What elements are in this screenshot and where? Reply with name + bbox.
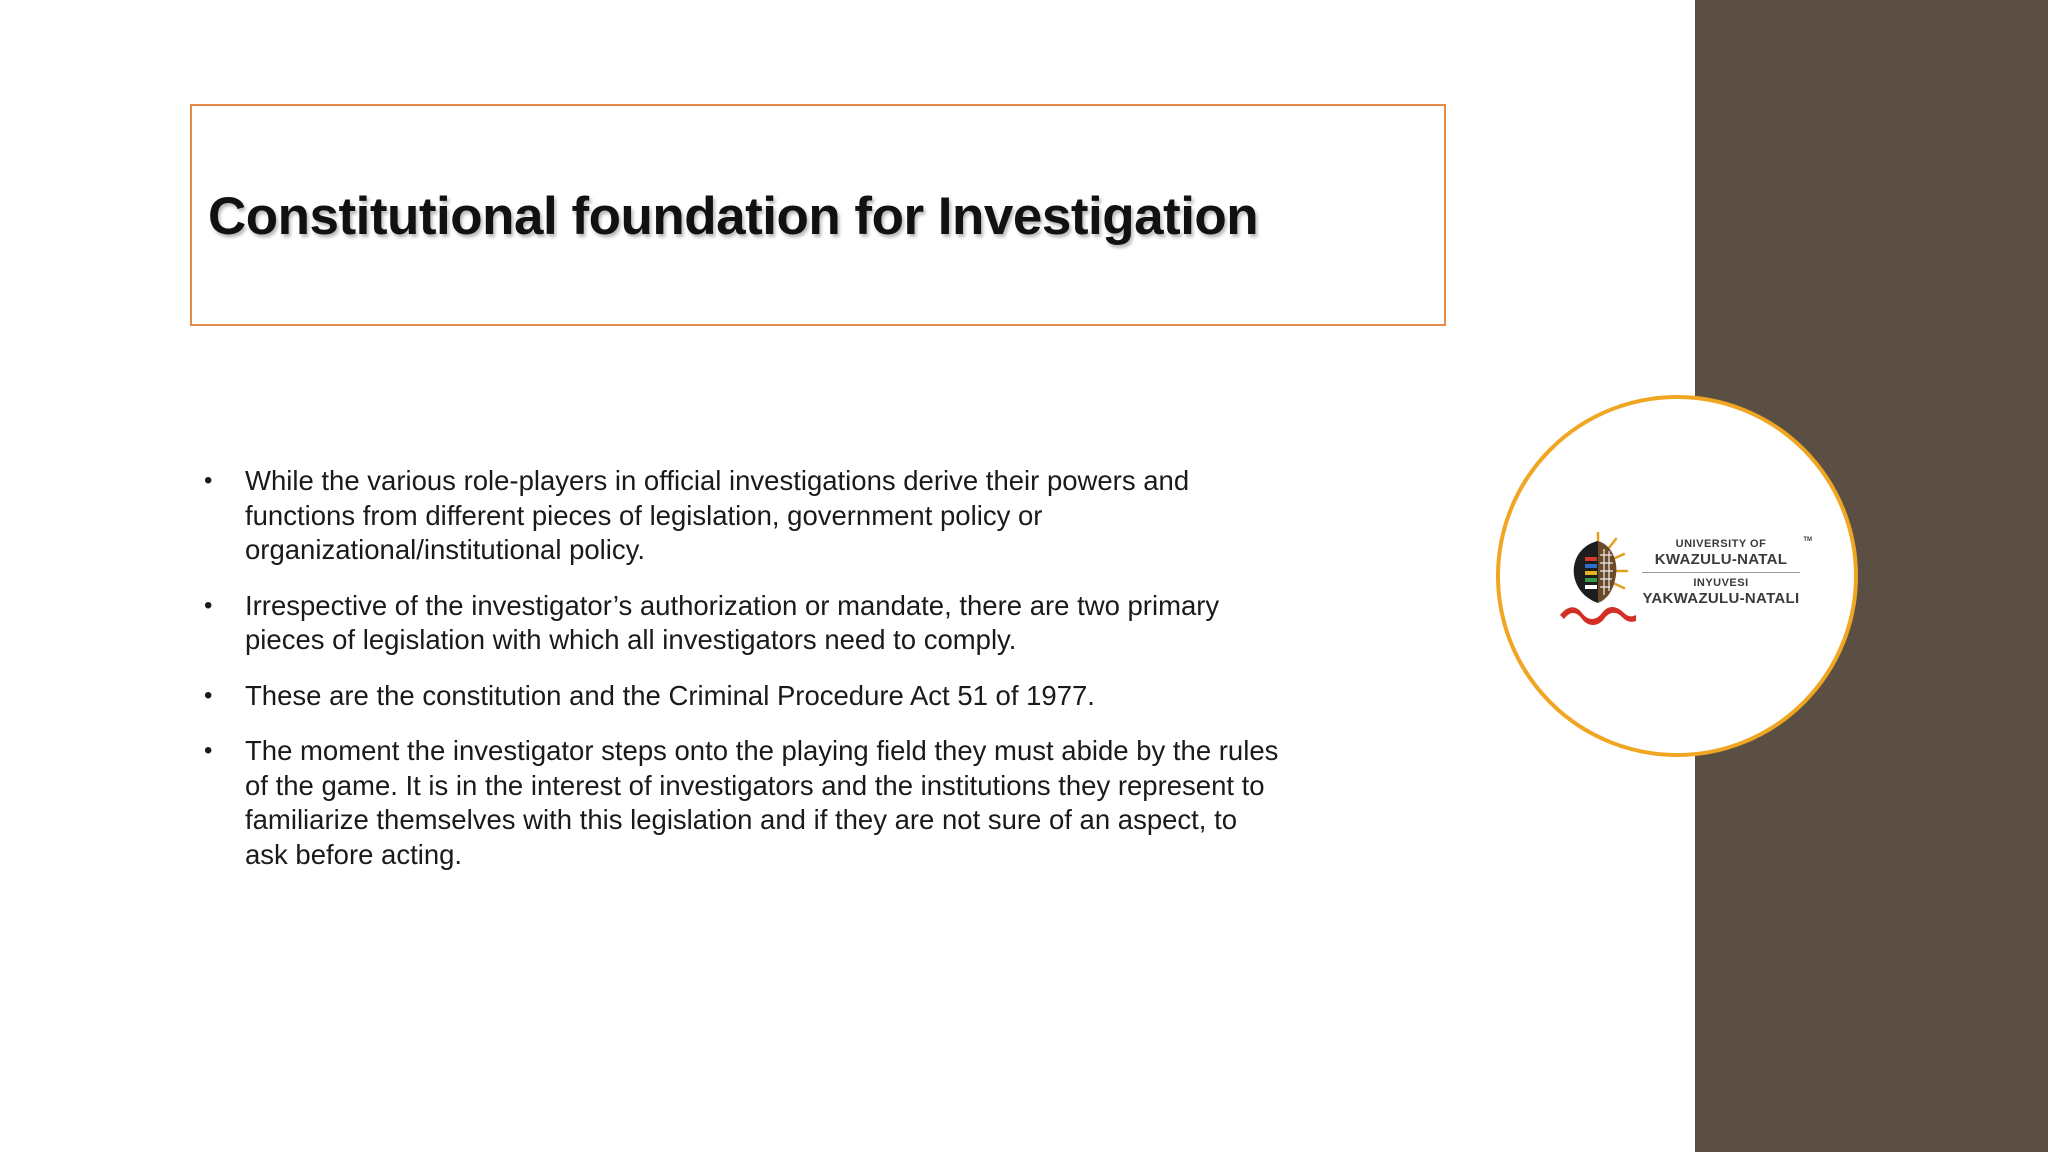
logo-line-2: KWAZULU-NATAL xyxy=(1654,551,1788,568)
slide-title: Constitutional foundation for Investigation xyxy=(208,187,1259,246)
bullet-list xyxy=(200,464,1280,893)
logo-text xyxy=(1636,537,1812,607)
ukzn-shield-icon xyxy=(1558,527,1638,627)
logo-line-3: INYUVESI xyxy=(1693,577,1749,589)
bullet-item xyxy=(200,589,1280,658)
bullet-item xyxy=(200,734,1280,872)
bullet-marker: • xyxy=(204,591,213,619)
logo-trademark: TM xyxy=(1803,537,1812,543)
logo-line-1: UNIVERSITY OF xyxy=(1675,538,1767,550)
bullet-marker: • xyxy=(204,737,213,764)
title-box xyxy=(190,104,1446,326)
bullet-marker: • xyxy=(204,681,213,709)
bullet-text: The moment the investigator steps onto the playing field they must abide by the rules of the game. It is in the interest of investigators and the institutions they represent to familiarize themselves with this legislation and if they are not sure of an aspect, to ask before acting. xyxy=(245,735,1279,870)
bullet-text: While the various role-players in official investigations derive their powers and functions from different pieces of legislation, government policy or organizational/institutional policy. xyxy=(245,465,1190,565)
logo-divider xyxy=(1642,572,1800,573)
bullet-marker: • xyxy=(204,467,213,494)
bullet-item xyxy=(200,464,1280,568)
logo-circle xyxy=(1496,395,1858,757)
bullet-item xyxy=(200,679,1280,714)
bullet-text: Irrespective of the investigator’s authorization or mandate, there are two primary pieces of legislation with which all investigators need to comply. xyxy=(245,589,1220,655)
bullet-text: These are the constitution and the Criminal Procedure Act 51 of 1977. xyxy=(245,679,1095,711)
logo-line-4: YAKWAZULU-NATALI xyxy=(1642,590,1800,607)
ukzn-logo xyxy=(1558,527,1818,637)
